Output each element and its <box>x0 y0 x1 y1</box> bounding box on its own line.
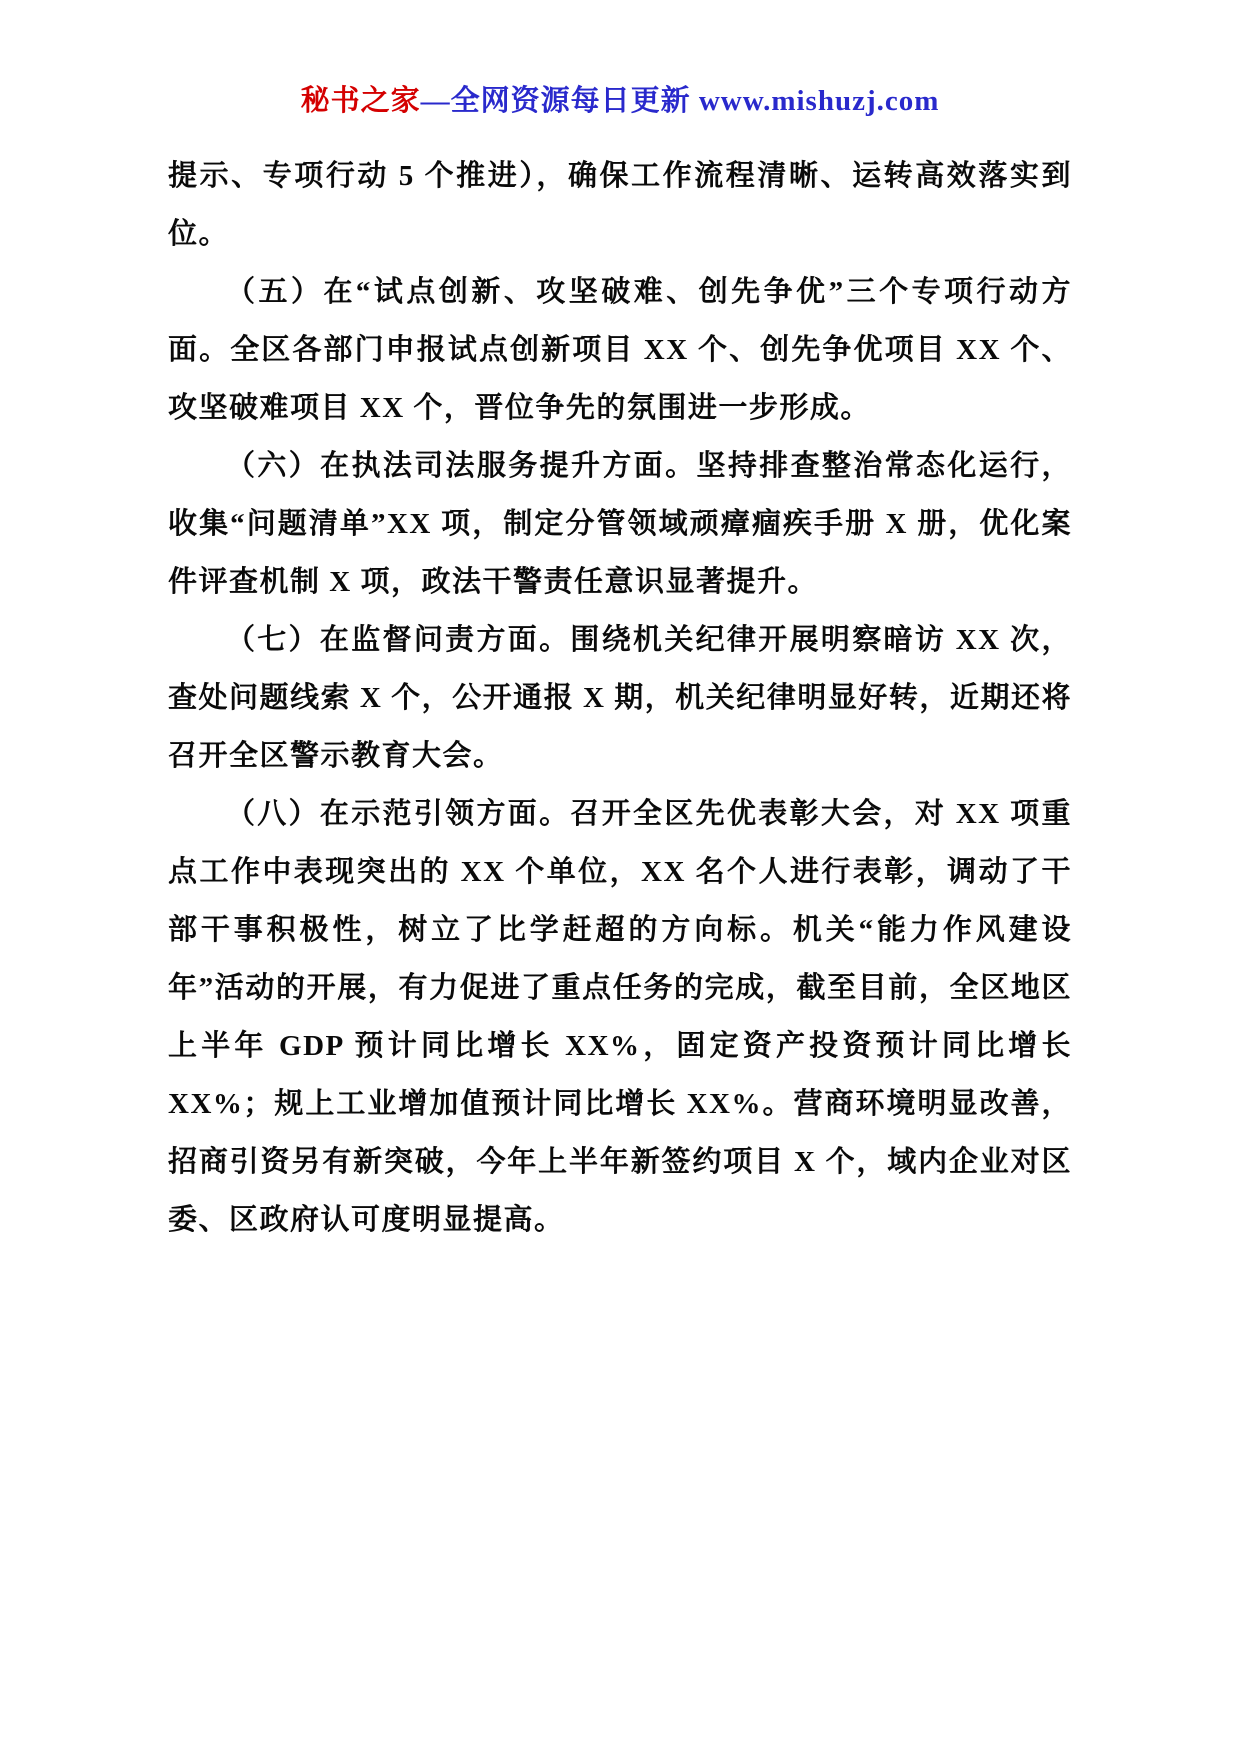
paragraph-section-5: （五）在“试点创新、攻坚破难、创先争优”三个专项行动方面。全区各部门申报试点创新项目 XX 个、创先争优项目 XX 个、攻坚破难项目 XX 个，晋位争先的氛围进一步形成。 <box>168 276 1072 424</box>
paragraph-section-6: （六）在执法司法服务提升方面。坚持排查整治常态化运行，收集“问题清单”XX 项，制定分管领域顽瘴痼疾手册 X 册，优化案件评查机制 X 项，政法干警责任意识显著提升。 <box>168 450 1072 598</box>
site-url-link[interactable]: www.mishuzj.com <box>698 85 940 117</box>
paragraph-section-8: （八）在示范引领方面。召开全区先优表彰大会，对 XX 项重点工作中表现突出的 XX 个单位，XX 名个人进行表彰，调动了干部干事积极性，树立了比学赶超的方向标。机关“能力作风建设年”活动的开展，有力促进了重点任务的完成，截至目前，全区地区上半年 GDP 预计同比增长 XX%，固定资产投资预计同比增长 XX%；规上工业增加值预计同比增长 XX%。营商环境明显改善，招商引资另有新突破，今年上半年新签约项目 X 个，域内企业对区委、区政府认可度明显提高。 <box>168 798 1072 1236</box>
site-tagline: —全网资源每日更新 <box>420 85 699 117</box>
document-header <box>0 0 1240 119</box>
paragraph-continued: 提示、专项行动 5 个推进），确保工作流程清晰、运转高效落实到位。 <box>168 160 1072 250</box>
paragraph-section-7: （七）在监督问责方面。围绕机关纪律开展明察暗访 XX 次，查处问题线索 X 个，公开通报 X 期，机关纪律明显好转，近期还将召开全区警示教育大会。 <box>168 624 1072 772</box>
document-body <box>168 147 1072 1249</box>
site-brand: 秘书之家 <box>300 85 421 117</box>
